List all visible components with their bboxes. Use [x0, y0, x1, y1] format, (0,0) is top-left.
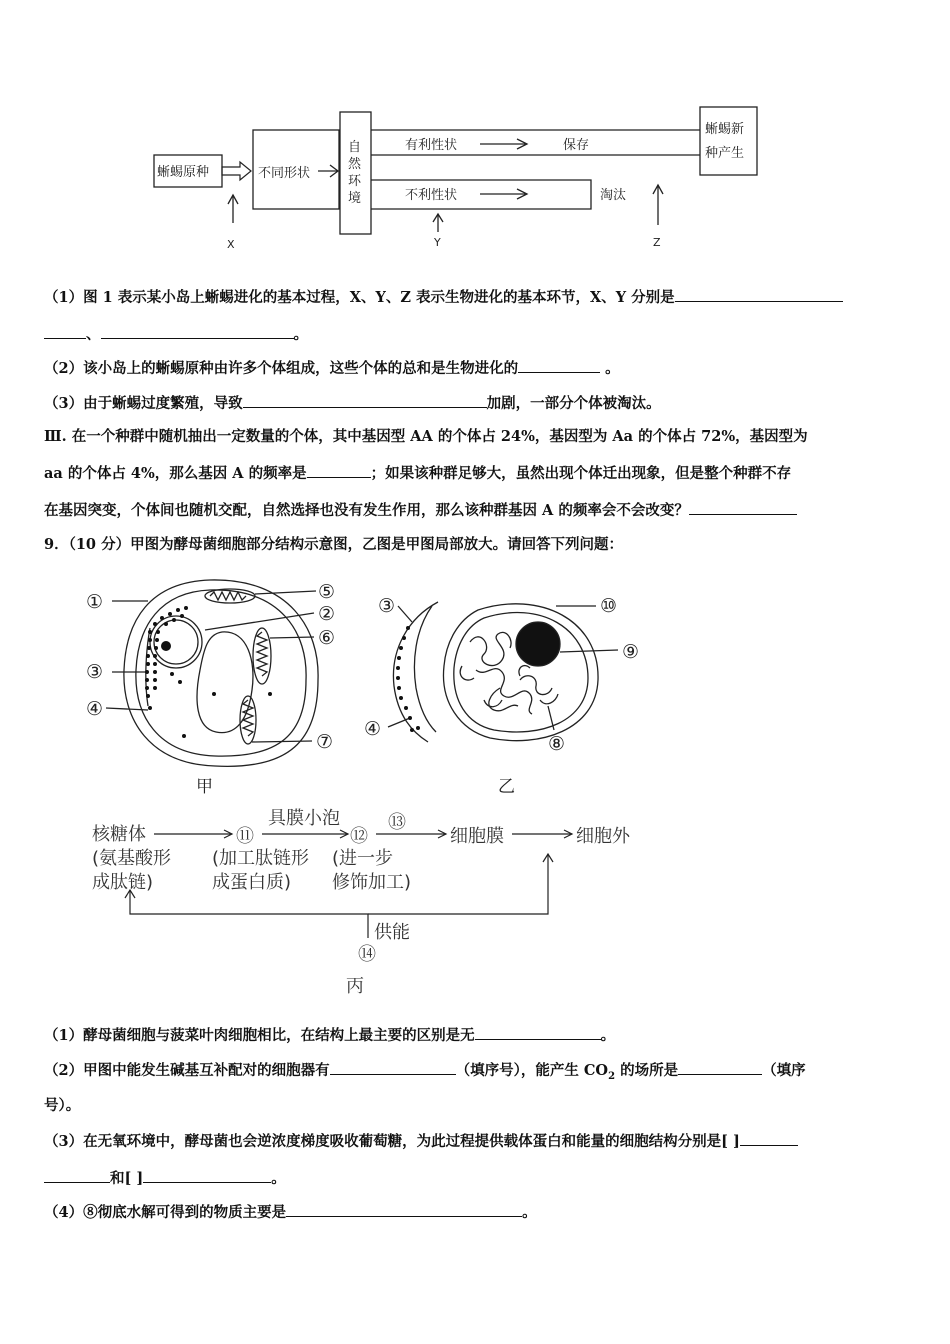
env-char: 自 [348, 140, 362, 155]
er-membrane [393, 602, 438, 742]
vacuole [197, 632, 253, 733]
answer-blank[interactable] [44, 324, 86, 339]
traits-label: 不同形状 [258, 166, 311, 181]
q9-2: （2）甲图中能发生碱基互补配对的细胞器有 （填序号），能产生 $CO_2$ 的场所是 （填序 [44, 1062, 806, 1082]
species-label: 蜥蜴原种 [157, 165, 210, 180]
q9-4: （4）⑧彻底水解可得到的物质主要是 。 [44, 1204, 537, 1221]
q9-2-cont: 号）。 [44, 1097, 81, 1114]
label-8: ⑧ [548, 733, 566, 755]
caption-bing: 丙 [346, 976, 364, 997]
iii-text: Ⅲ. 在一个种群中随机抽出一定数量的个体，其中基因型 AA 的个体占 24%，基因型为 Aa 的个体占 72%，基因型为 [44, 428, 808, 445]
flow-12: ⑫ [350, 826, 368, 847]
q2-text: （2）该小岛上的蜥蜴原种由许多个体组成，这些个体的总和是生物进化的 。 [44, 360, 620, 377]
flow-outside: 细胞外 [576, 826, 630, 847]
flow-14: ⑭ [358, 944, 376, 965]
q9-header: 9．（10 分）甲图为酵母菌细胞部分结构示意图，乙图是甲图局部放大。请回答下列问题： [44, 536, 624, 553]
flow-11-note: 成蛋白质) [212, 872, 292, 893]
label-2: ② [318, 603, 336, 625]
q3-text: （3）由于蜥蜴过度繁殖，导致 加剧，一部分个体被淘汰。 [44, 395, 661, 412]
nucleolus [516, 622, 560, 666]
cell-wall [124, 580, 318, 766]
flow-13: ⑬ [388, 812, 406, 833]
label-3: ③ [86, 661, 104, 683]
caption-jia: 甲 [196, 777, 213, 797]
evolution-diagram [0, 0, 950, 270]
new-species-label: 种产生 [705, 146, 745, 161]
flow-membrane: 细胞膜 [450, 826, 504, 847]
environment-box [340, 112, 371, 234]
flow-ribosome-note: (氨基酸形 [92, 848, 172, 869]
nuclear-envelope [443, 604, 598, 741]
answer-blank[interactable] [518, 358, 600, 373]
answer-blank[interactable] [689, 500, 797, 515]
iii-text-2: aa 的个体占 4%，那么基因 A 的频率是 ；如果该种群足够大，虽然出现个体迁出现象，但是整个种群不存 [44, 465, 792, 482]
flow-ribosome-note: 成肽链) [92, 872, 154, 893]
answer-blank[interactable] [740, 1131, 798, 1146]
q9-1: （1）酵母菌细胞与菠菜叶肉细胞相比，在结构上最主要的区别是无 。 [44, 1027, 616, 1044]
y-label: Y [434, 236, 441, 249]
iii-text-3: 在基因突变，个体间也随机交配，自然选择也没有发生作用，那么该种群基因 A 的频率会不会改变？ [44, 500, 908, 521]
env-char: 环 [348, 174, 362, 189]
answer-blank[interactable] [44, 1168, 110, 1183]
env-char: 境 [348, 191, 362, 206]
cell-membrane [136, 590, 306, 756]
q1-text: （1）图 1 表示某小岛上蜥蜴进化的基本过程，X、Y、Z 表示生物进化的基本环节，X、Y 分别是 [44, 287, 908, 308]
flow-vesicle: 具膜小泡 [268, 808, 340, 829]
q9-3: （3）在无氧环境中，酵母菌也会逆浓度梯度吸收葡萄糖，为此过程提供载体蛋白和能量的细胞结构分别是[ ] [44, 1131, 908, 1152]
q1-text-cont: 、 。 [44, 324, 908, 345]
flow-12-note: 修饰加工) [332, 872, 412, 893]
label-1: ① [86, 591, 104, 613]
env-char: 然 [348, 157, 362, 172]
z-label: Z [653, 236, 661, 249]
q9-3-cont: 和[ ] 。 [44, 1168, 908, 1189]
new-species-box [700, 107, 757, 175]
answer-blank[interactable] [675, 287, 843, 302]
nucleus [150, 616, 202, 668]
label-3b: ③ [378, 595, 396, 617]
label-6: ⑥ [318, 627, 336, 649]
flow-12-note: (进一步 [332, 848, 394, 869]
unfavorable-label: 不利性状 [405, 188, 458, 203]
favorable-label: 有利性状 [405, 138, 458, 153]
answer-blank[interactable] [330, 1060, 456, 1075]
eliminate-label: 淘汰 [600, 188, 627, 203]
label-7: ⑦ [316, 731, 334, 753]
flow-ribosome: 核糖体 [92, 824, 146, 845]
label-4: ④ [86, 698, 104, 720]
label-10: ⑩ [600, 595, 618, 617]
answer-blank[interactable] [143, 1168, 271, 1183]
answer-blank[interactable] [101, 324, 294, 339]
label-5: ⑤ [318, 581, 336, 603]
flow-11-note: (加工肽链形 [212, 848, 310, 869]
x-label: X [227, 238, 235, 251]
preserve-label: 保存 [563, 138, 590, 153]
yeast-cell-figure [0, 570, 950, 1010]
answer-blank[interactable] [243, 393, 487, 408]
new-species-label: 蜥蜴新 [705, 122, 745, 137]
answer-blank[interactable] [678, 1060, 762, 1075]
label-4b: ④ [364, 718, 382, 740]
caption-yi: 乙 [498, 777, 515, 797]
answer-blank[interactable] [307, 463, 371, 478]
answer-blank[interactable] [286, 1202, 522, 1217]
flow-11: ⑪ [236, 826, 254, 847]
label-9: ⑨ [622, 641, 640, 663]
answer-blank[interactable] [475, 1025, 601, 1040]
flow-energy: 供能 [374, 922, 410, 943]
